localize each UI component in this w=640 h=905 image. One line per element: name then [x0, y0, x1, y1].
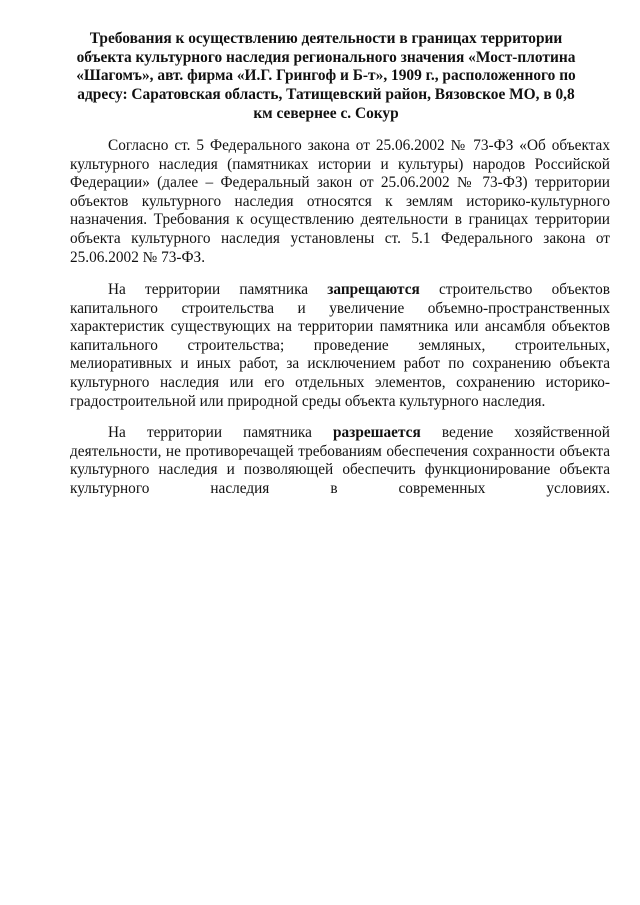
permitted-keyword: разрешается — [333, 424, 421, 441]
paragraph-legal-basis: Согласно ст. 5 Федерального закона от 25.06.2002 № 73-ФЗ «Об объектах культурного наследия (памятниках истории и культуры) народов Российской Федерации» (далее – Федеральный закон от 25.06.2002 № 73-ФЗ) территории объектов культурного наследия относятся к землям историко-культурного назначения. Требования к осуществлению деятельности в границах территории объекта культурного наследия установлены ст. 5.1 Федерального закона от 25.06.2002 № 73-ФЗ. — [70, 137, 610, 266]
paragraph-prohibitions-lead: На территории памятника — [108, 281, 328, 298]
paragraph-prohibitions — [70, 281, 610, 411]
paragraph-prohibitions-body: строительство объектов капитального строительства и увеличение объемно-пространственных характеристик существующих на территории памятника или ансамбля объектов капитального строительства; проведение земляных, строительных, мелиоративных и иных работ, за исключением работ по сохранению объекта культурного наследия или его отдельных элементов, сохранению историко-градостроительной или природной среды объекта культурного наследия. — [70, 281, 610, 410]
prohibited-keyword: запрещаются — [327, 281, 420, 298]
paragraph-permissions-lead: На территории памятника — [108, 424, 334, 441]
paragraph-permissions-body: ведение хозяйственной деятельности, не противоречащей требованиям обеспечения сохранности объекта культурного наследия и позволяющей обеспечить функционирование объекта культурного наследия в современных условиях. — [70, 424, 610, 497]
document-title: Требования к осуществлению деятельности в границах территории объекта культурного наследия регионального значения «Мост-плотина «Шагомъ», авт. фирма «И.Г. Грингоф и Б-т», 1909 г., расположенного по адресу: Саратовская область, Татищевский район, Вязовское МО, в 0,8 км севернее с. Сокур — [76, 30, 576, 122]
paragraph-permissions — [70, 424, 610, 498]
